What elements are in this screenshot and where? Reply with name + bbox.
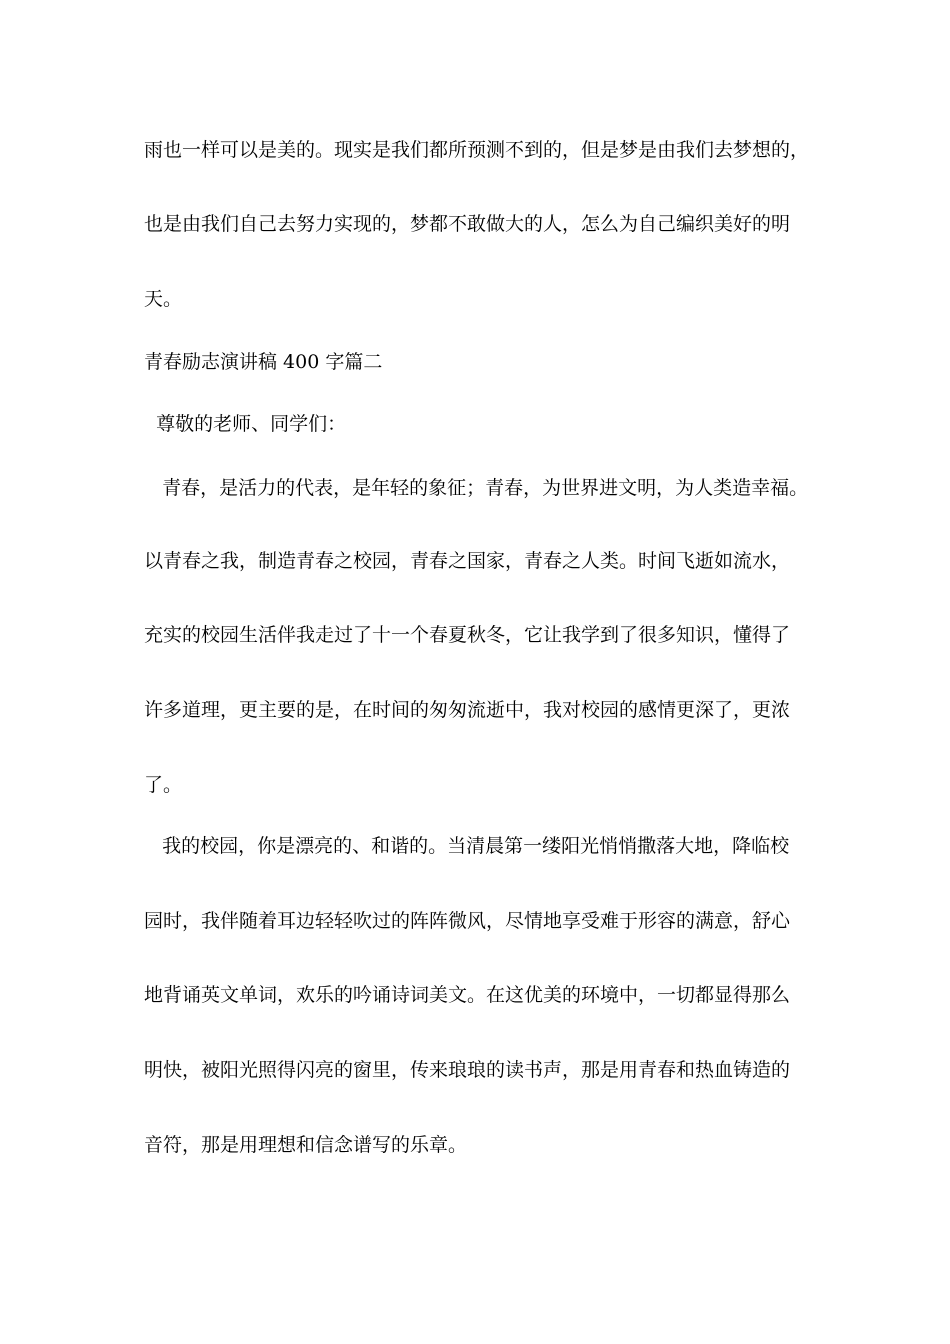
paragraph-line: 充实的校园生活伴我走过了十一个春夏秋冬，它让我学到了很多知识，懂得了 — [144, 624, 791, 646]
salutation: 尊敬的老师、同学们： — [144, 413, 347, 435]
section-heading: 青春励志演讲稿 400 字篇二 — [144, 351, 383, 373]
paragraph-line: 地背诵英文单词，欢乐的吟诵诗词美文。在这优美的环境中，一切都显得那么 — [144, 984, 791, 1006]
paragraph-line: 也是由我们自己去努力实现的，梦都不敢做大的人，怎么为自己编织美好的明 — [144, 213, 791, 235]
paragraph-line: 许多道理，更主要的是，在时间的匆匆流逝中，我对校园的感情更深了，更浓 — [144, 699, 791, 721]
paragraph-line: 我的校园，你是漂亮的、和谐的。当清晨第一缕阳光悄悄撒落大地，降临校 — [144, 835, 790, 857]
paragraph-line: 明快，被阳光照得闪亮的窗里，传来琅琅的读书声，那是用青春和热血铸造的 — [144, 1059, 791, 1081]
paragraph-line: 以青春之我，制造青春之校园，青春之国家，青春之人类。时间飞逝如流水， — [144, 550, 791, 572]
paragraph-line: 了。 — [144, 774, 183, 796]
paragraph-line: 天。 — [144, 288, 183, 310]
paragraph-line: 雨也一样可以是美的。现实是我们都所预测不到的，但是梦是由我们去梦想的， — [144, 139, 810, 161]
paragraph-line: 园时，我伴随着耳边轻轻吹过的阵阵微风，尽情地享受难于形容的满意，舒心 — [144, 910, 791, 932]
paragraph-line: 青春，是活力的代表，是年轻的象征；青春，为世界进文明，为人类造幸福。 — [144, 477, 809, 499]
paragraph-line: 音符，那是用理想和信念谱写的乐章。 — [144, 1134, 468, 1156]
